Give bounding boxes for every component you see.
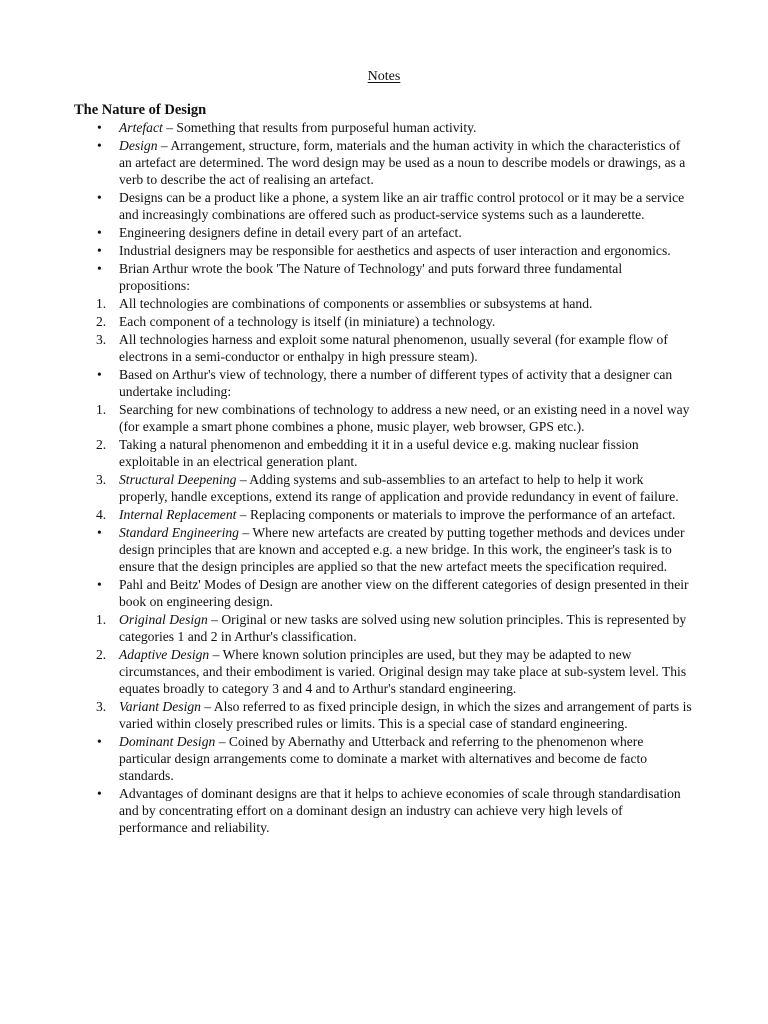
bullet-marker: • — [97, 525, 102, 540]
list-item — [0, 646, 692, 697]
number-marker: 1. — [96, 296, 107, 311]
item-text: Engineering designers define in detail every part of an artefact. — [119, 225, 462, 240]
number-marker: 1. — [96, 612, 107, 627]
bullet-marker: • — [97, 120, 102, 135]
item-term: Original Design — [119, 612, 208, 627]
item-separator: – — [207, 612, 222, 627]
item-text: Industrial designers may be responsible for aesthetics and aspects of user interaction and ergonomics. — [119, 243, 671, 258]
item-text: Arrangement, structure, form, materials and the human activity in which the characteristics of an artefact are determined. The word design may be used as a noun to describe models or drawings, as a verb to describe the act of realising an artefact. — [119, 138, 686, 187]
list-item — [0, 137, 692, 188]
item-term: Artefact — [119, 120, 163, 135]
number-marker: 2. — [96, 437, 107, 452]
list-item — [0, 506, 692, 523]
list-item — [0, 471, 692, 505]
item-text: Adding systems and sub-assemblies to an artefact to help to help it work properly, handle exceptions, extend its range of application and provide redundancy in event of failure. — [119, 472, 679, 504]
bullet-marker: • — [97, 786, 102, 801]
item-term: Dominant Design — [119, 734, 216, 749]
item-separator: – — [162, 120, 177, 135]
item-term: Standard Engineering — [119, 525, 239, 540]
bullet-marker: • — [97, 261, 102, 276]
item-term: Structural Deepening — [119, 472, 237, 487]
list-item — [0, 242, 692, 259]
item-text: Each component of a technology is itself (in miniature) a technology. — [119, 314, 496, 329]
list-item — [0, 366, 692, 400]
list-item — [0, 313, 692, 330]
item-separator: – — [200, 699, 214, 714]
bullet-marker: • — [97, 138, 102, 153]
item-text: Also referred to as fixed principle design, in which the sizes and arrangement of parts is varied within closely prescribed rules or limits. This is a special case of standard engineering. — [119, 699, 692, 731]
item-separator: – — [209, 647, 223, 662]
number-marker: 4. — [96, 507, 107, 522]
item-text: Based on Arthur's view of technology, there a number of different types of activity that a designer can undertake including: — [119, 367, 673, 399]
item-separator: – — [236, 472, 250, 487]
item-term: Design — [119, 138, 158, 153]
item-text: Original or new tasks are solved using new solution principles. This is represented by categories 1 and 2 in Arthur's classification. — [119, 612, 687, 644]
item-text: Where new artefacts are created by putting together methods and devices under design principles that are known and accepted e.g. a new bridge. In this work, the engineer's task is to ensure that the design principles are applied so that the new artefact meets the specification required. — [119, 525, 685, 574]
list-item — [0, 331, 692, 365]
list-item — [0, 524, 692, 575]
item-term: Adaptive Design — [119, 647, 210, 662]
item-separator: – — [238, 525, 253, 540]
list-item — [0, 733, 692, 784]
number-marker: 1. — [96, 402, 107, 417]
item-text: Replacing components or materials to improve the performance of an artefact. — [250, 507, 676, 522]
list-item — [0, 224, 692, 241]
notes-list — [0, 119, 768, 836]
item-term: Variant Design — [119, 699, 201, 714]
number-marker: 3. — [96, 699, 107, 714]
bullet-marker: • — [97, 734, 102, 749]
bullet-marker: • — [97, 225, 102, 240]
number-marker: 2. — [96, 647, 107, 662]
bullet-marker: • — [97, 577, 102, 592]
item-text: Brian Arthur wrote the book 'The Nature of Technology' and puts forward three fundamental propositions: — [119, 261, 623, 293]
bullet-marker: • — [97, 367, 102, 382]
number-marker: 3. — [96, 472, 107, 487]
item-text: Designs can be a product like a phone, a system like an air traffic control protocol or it may be a service and increasingly combinations are offered such as product-service systems such as a launderette. — [119, 190, 685, 222]
item-text: Where known solution principles are used, but they may be adapted to new circumstances, and their embodiment is varied. Original design may take place at sub-system level. This equates broadly to category 3 and 4 and to Arthur's standard engineering. — [119, 647, 687, 696]
page-title: Notes — [367, 69, 401, 84]
item-text: Pahl and Beitz' Modes of Design are another view on the different categories of design presented in their book on engineering design. — [119, 577, 689, 609]
list-item — [0, 436, 692, 470]
item-separator: – — [157, 138, 171, 153]
list-item — [0, 401, 692, 435]
section-heading: The Nature of Design — [74, 102, 207, 118]
item-text: All technologies harness and exploit some natural phenomenon, usually several (for example flow of electrons in a semi-conductor or enthalpy in high pressure steam). — [119, 332, 668, 364]
number-marker: 3. — [96, 332, 107, 347]
item-text: Advantages of dominant designs are that it helps to achieve economies of scale through standardisation and by concentrating effort on a dominant design an industry can achieve very high levels of performance and reliability. — [119, 786, 681, 835]
list-item — [0, 611, 692, 645]
list-item — [0, 189, 692, 223]
list-item — [0, 260, 692, 294]
item-text: Something that results from purposeful human activity. — [176, 120, 477, 135]
bullet-marker: • — [97, 190, 102, 205]
item-text: Taking a natural phenomenon and embedding it it in a useful device e.g. making nuclear fission exploitable in an electrical generation plant. — [119, 437, 639, 469]
item-term: Internal Replacement — [119, 507, 237, 522]
list-item — [0, 119, 692, 136]
item-separator: – — [215, 734, 229, 749]
item-separator: – — [236, 507, 250, 522]
list-item — [0, 785, 692, 836]
list-item — [0, 295, 692, 312]
bullet-marker: • — [97, 243, 102, 258]
item-text: Coined by Abernathy and Utterback and referring to the phenomenon where particular design arrangements come to dominate a market with alternatives and become de facto standards. — [119, 734, 648, 783]
list-item — [0, 576, 692, 610]
number-marker: 2. — [96, 314, 107, 329]
item-text: All technologies are combinations of components or assemblies or subsystems at hand. — [119, 296, 593, 311]
list-item — [0, 698, 692, 732]
item-text: Searching for new combinations of technology to address a new need, or an existing need in a novel way (for example a smart phone combines a phone, music player, web browser, GPS etc.). — [119, 402, 690, 434]
